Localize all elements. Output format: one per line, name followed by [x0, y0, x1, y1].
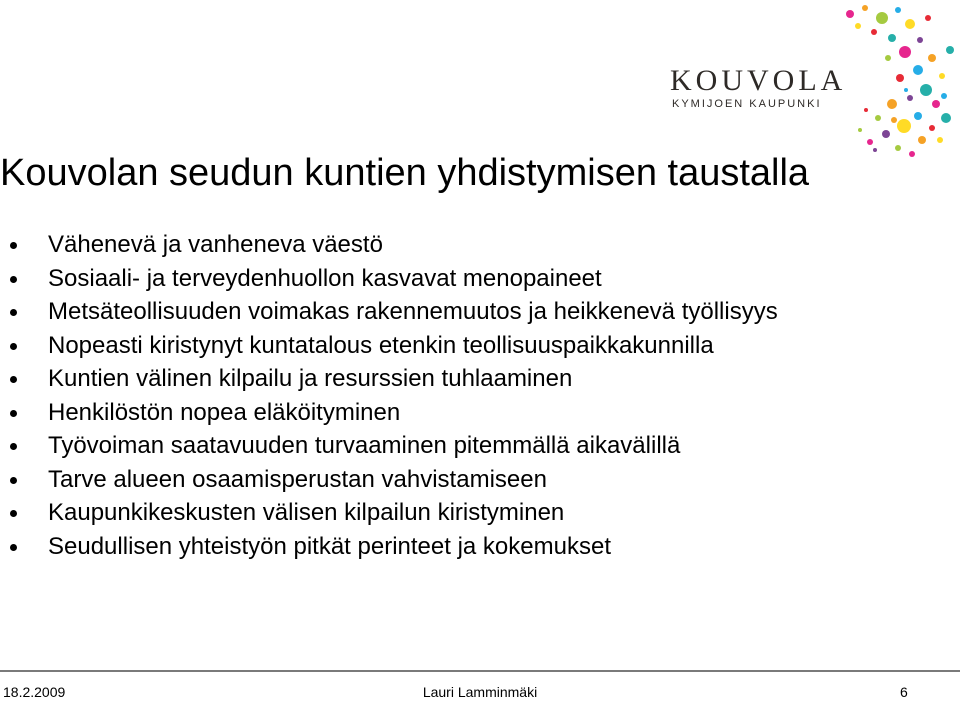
logo-dot: [937, 137, 943, 143]
bullet-dot-icon: [10, 276, 17, 283]
logo-dot: [855, 23, 861, 29]
logo-dot: [896, 74, 904, 82]
logo-wordmark: KOUVOLA: [670, 64, 847, 97]
logo-tagline: KYMIJOEN KAUPUNKI: [672, 98, 822, 110]
bullet-text: Kaupunkikeskusten välisen kilpailun kiristyminen: [48, 499, 565, 526]
bullet-dot-icon: [10, 510, 17, 517]
footer-author: Lauri Lamminmäki: [422, 684, 538, 700]
bullet-dot-icon: [10, 376, 17, 383]
logo-dot: [920, 84, 932, 96]
slide-title: Kouvolan seudun kuntien yhdistymisen taustalla: [0, 152, 810, 194]
slide-number: 6: [900, 684, 908, 700]
logo-dot: [917, 37, 923, 43]
logo-dot: [897, 119, 911, 133]
logo-dot: [875, 115, 881, 121]
logo-dot: [907, 95, 913, 101]
bullet-item: [0, 496, 778, 530]
bullet-list: [0, 228, 778, 563]
bullet-text: Työvoiman saatavuuden turvaaminen pitemmällä aikavälillä: [48, 432, 681, 459]
bullet-text: Metsäteollisuuden voimakas rakennemuutos ja heikkenevä työllisyys: [48, 298, 778, 325]
logo-dot: [932, 100, 940, 108]
logo-dot: [928, 54, 936, 62]
logo-dot: [864, 108, 868, 112]
logo-dot: [946, 46, 954, 54]
logo-dot: [887, 99, 897, 109]
logo-dot: [858, 128, 862, 132]
logo-dot: [876, 12, 888, 24]
bullet-item: [0, 295, 778, 329]
bullet-dot-icon: [10, 410, 17, 417]
kouvola-logo: [660, 0, 960, 160]
logo-dot: [885, 55, 891, 61]
bullet-text: Tarve alueen osaamisperustan vahvistamiseen: [48, 465, 547, 493]
logo-dot: [913, 65, 923, 75]
bullet-item: [0, 228, 778, 262]
logo-dot: [939, 73, 945, 79]
bullet-text: Nopeasti kiristynyt kuntatalous etenkin teollisuuspaikkakunnilla: [48, 331, 714, 359]
logo-dot: [899, 46, 911, 58]
footer-divider: [0, 670, 960, 672]
logo-dot: [846, 10, 854, 18]
bullet-item: [0, 429, 778, 463]
bullet-item: [0, 329, 778, 363]
bullet-dot-icon: [10, 343, 17, 350]
logo-dot: [891, 117, 897, 123]
logo-dot: [871, 29, 877, 35]
logo-dot: [918, 136, 926, 144]
logo-dot: [895, 7, 901, 13]
bullet-text: Vähenevä ja vanheneva väestö: [48, 231, 383, 258]
bullet-dot-icon: [10, 309, 17, 316]
logo-dot: [882, 130, 890, 138]
bullet-item: [0, 362, 778, 396]
logo-dot: [929, 125, 935, 131]
bullet-item: [0, 463, 778, 497]
bullet-dot-icon: [10, 443, 17, 450]
bullet-text: Seudullisen yhteistyön pitkät perinteet ja kokemukset: [48, 532, 611, 560]
logo-dot: [867, 139, 873, 145]
bullet-dot-icon: [10, 544, 17, 551]
bullet-text: Henkilöstön nopea eläköityminen: [48, 398, 401, 426]
bullet-text: Sosiaali- ja terveydenhuollon kasvavat menopaineet: [48, 264, 602, 292]
logo-dot: [925, 15, 931, 21]
logo-dot: [905, 19, 915, 29]
bullet-item: [0, 396, 778, 430]
bullet-dot-icon: [10, 477, 17, 484]
logo-dot: [888, 34, 896, 42]
logo-dot: [862, 5, 868, 11]
logo-dot: [904, 88, 908, 92]
logo-dot: [941, 93, 947, 99]
logo-dot: [914, 112, 922, 120]
bullet-item: [0, 530, 778, 564]
bullet-dot-icon: [10, 242, 17, 249]
footer-date: 18.2.2009: [3, 684, 66, 700]
bullet-item: [0, 262, 778, 296]
bullet-text: Kuntien välinen kilpailu ja resurssien tuhlaaminen: [48, 365, 573, 392]
logo-dot: [941, 113, 951, 123]
